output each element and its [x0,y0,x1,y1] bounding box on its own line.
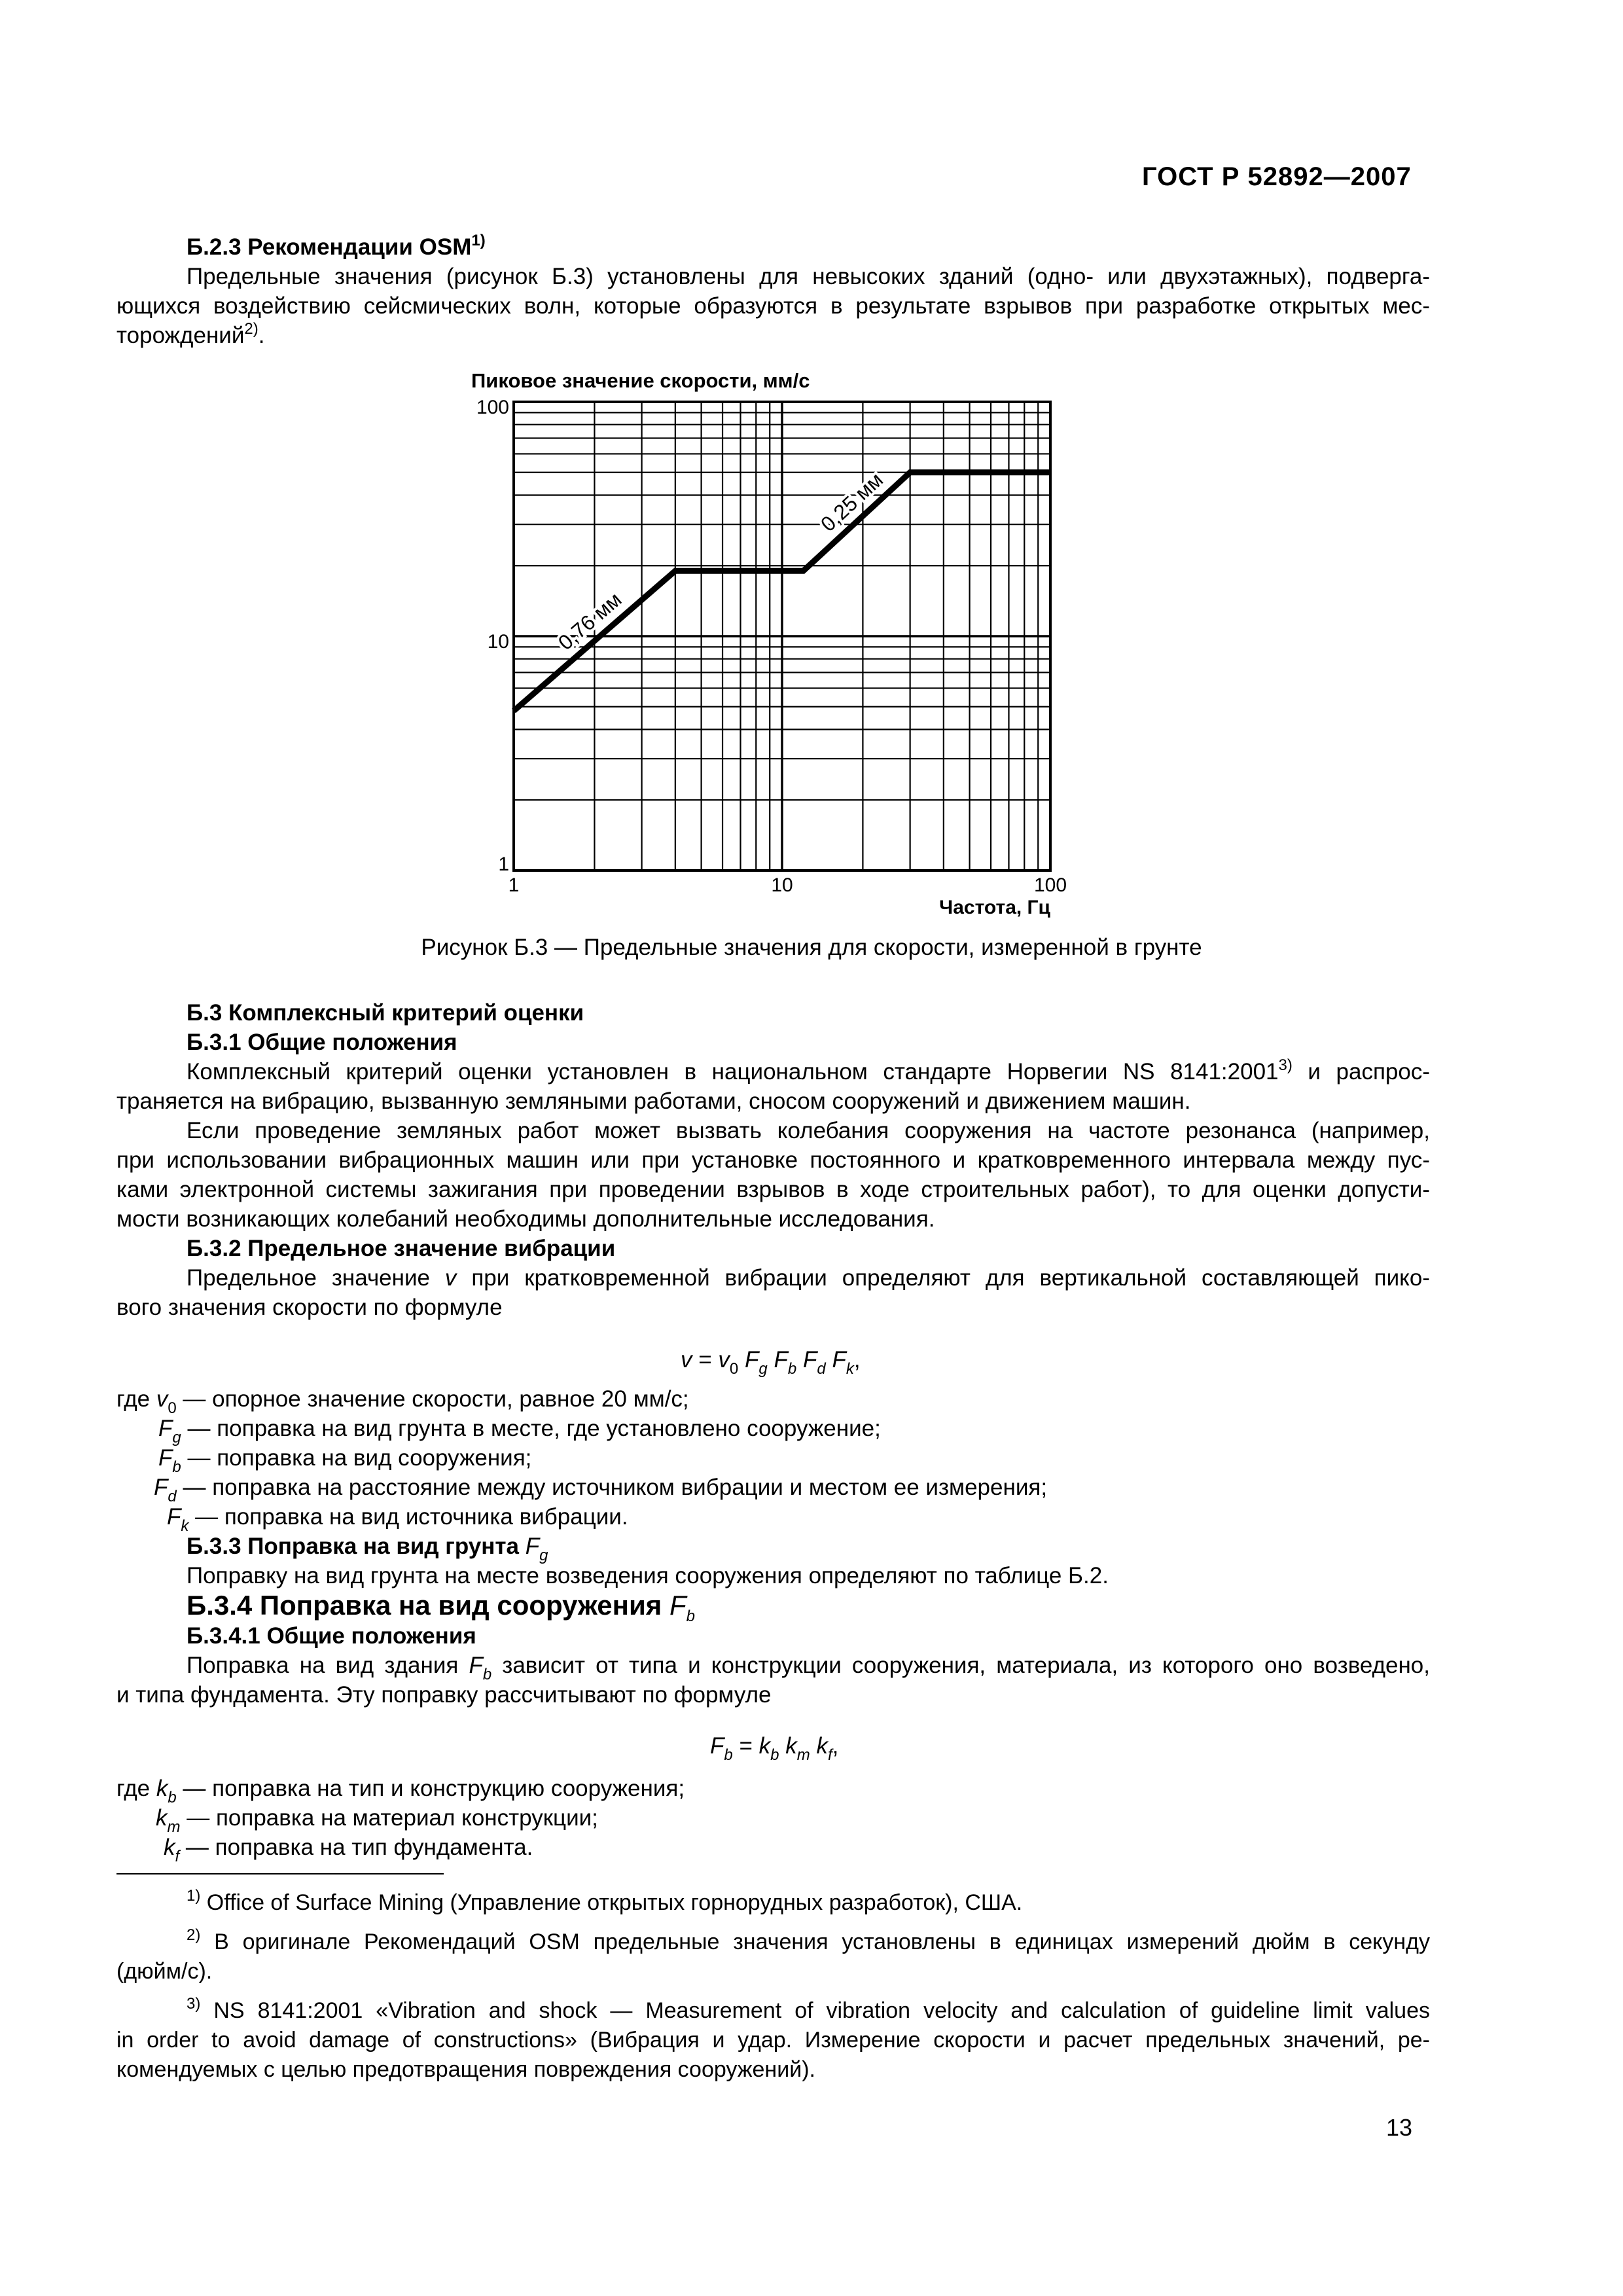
def-kf-sub: f [175,1848,180,1865]
def-fk-sub: k [181,1517,189,1535]
section-b341-symbol-sub: b [482,1666,492,1683]
definition-fd [154,1473,1048,1505]
footnote-ref-3: 3) [1278,1056,1293,1074]
symbol-v: v [444,1265,457,1291]
section-b23-heading-text: Б.2.3 Рекомендации OSM [187,234,472,260]
section-b31-text-line-1-end: и распрос- [1292,1059,1431,1085]
footnote-2-text: В оригинале Рекомендаций OSM предельные значения установлены в единицах измерений дюйм в секунду [200,1929,1430,1954]
def-fk-text: — поправка на вид источника вибрации. [188,1504,628,1530]
formula2-kf: k [816,1733,828,1759]
section-b23-text-line-2: ющихся воздействию сейсмических волн, которые образуются в результате взрывов при разработке открытых мес- [116,293,1430,319]
formula2-kb: k [758,1733,771,1759]
formula-v-lhs: v [681,1347,692,1372]
chart-y-ticks [476,397,509,875]
formula-fk: F [832,1347,846,1372]
section-b31-text-line-2: траняется на вибрацию, вызванную земляными работами, сносом сооружений и движением машин. [116,1088,1191,1114]
page-number: 13 [1386,2114,1413,2141]
formula2-fb-sub: b [724,1746,733,1764]
section-b23-text-line-3-end: . [258,323,265,348]
footnote-2-line-1 [187,1928,1430,1957]
def-kb-text: — поправка на тип и конструкцию сооружения; [176,1776,685,1801]
formula-fb [710,1731,839,1764]
section-b34-symbol: F [669,1590,687,1621]
section-b32-text-1a: Предельное значение [187,1265,445,1291]
section-b3-heading: Б.3 Комплексный критерий оценки [187,1000,584,1026]
section-b33-heading [187,1532,548,1564]
def-v0-sub: 0 [168,1399,177,1417]
formula-fd-sub: d [817,1360,826,1378]
y-tick-label-10: 10 [487,631,509,653]
section-b33-text: Поправку на вид грунта на месте возведения сооружения определяют по таблице Б.2. [187,1563,1109,1588]
section-b341-heading: Б.3.4.1 Общие положения [187,1623,476,1649]
def-fg-sub: g [172,1429,181,1446]
section-b23-text-line-3 [116,321,264,350]
formula2-km-sub: m [796,1746,810,1764]
formula-fk-sub: k [846,1360,854,1378]
figure-b3-chart [458,360,1099,923]
def-fd-text: — поправка на расстояние между источником вибрации и местом ее измерения; [176,1475,1048,1500]
formula2-kb-sub: b [770,1746,779,1764]
section-b341-text-line-2: и типа фундамента. Эту поправку рассчитывают по формуле [116,1682,772,1708]
section-b31-text-p2-line-3: ками электронной системы зажигания при проведении взрывов в ходе строительных работ), то для оценки допусти- [116,1177,1430,1202]
y-tick-label-100: 100 [476,397,509,418]
section-b31-text-line-1 [187,1057,1430,1086]
def-km-text: — поправка на материал конструкции; [180,1805,598,1831]
section-b31-heading: Б.3.1 Общие положения [187,1030,457,1055]
section-b31-text-p2-line-1: Если проведение земляных работ может вызвать колебания сооружения на частоте резонанса (например, [187,1118,1430,1143]
def-kf-text: — поправка на тип фундамента. [179,1835,533,1860]
footnote-3-line-3: комендуемых с целью предотвращения повреждения сооружений). [116,2057,815,2082]
formula2-end: , [832,1733,839,1759]
def-fk-symbol: F [167,1504,181,1530]
x-tick-label-1: 1 [508,874,520,896]
formula2-eq: = [732,1733,759,1759]
formula-fg: F [744,1347,759,1372]
def-fb-sub: b [172,1458,181,1476]
def-km-symbol: k [156,1805,168,1831]
formula2-kf-sub: f [827,1746,832,1764]
def-km-sub: m [167,1818,181,1836]
x-tick-label-100: 100 [1033,874,1067,896]
x-tick-label-10: 10 [771,874,793,896]
formula-v-eq: = [692,1347,719,1372]
def-v0-symbol: v [156,1386,168,1412]
footnote-3-marker: 3) [187,1995,201,2013]
def-kf-symbol: k [164,1835,175,1860]
footnote-2-marker: 2) [187,1926,201,1944]
section-b341-text-line-1 [187,1651,1430,1683]
section-b33-symbol-sub: g [539,1547,548,1564]
formula2-km: k [785,1733,797,1759]
def-fd-symbol: F [154,1475,168,1500]
section-b34-heading [187,1589,695,1625]
definition-fb [158,1443,532,1476]
formula-v [681,1345,861,1378]
footnote-1-marker: 1) [187,1887,201,1905]
definition-fk [167,1502,628,1535]
footnote-ref-2: 2) [244,320,259,338]
section-b32-text-line-1 [187,1263,1430,1293]
section-b32-text-1b: при кратковременной вибрации определяют для вертикальной составляющей пико- [456,1265,1430,1291]
section-b31-text-line-1-text: Комплексный критерий оценки установлен в национальном стандарте Норвегии NS 8141:2001 [187,1059,1279,1085]
definition-km [156,1803,598,1836]
formula-fg-sub: g [758,1360,768,1378]
section-b33-symbol: F [525,1534,540,1559]
section-b23-text-line-1: Предельные значения (рисунок Б.3) установлены для невысоких зданий (одно- или двухэтажных), подверга- [187,264,1430,289]
footnote-3-line-1 [187,1996,1430,2026]
definition-kb [116,1774,685,1806]
def-fd-sub: d [168,1488,177,1505]
footnote-ref-1: 1) [471,232,486,249]
formula2-fb: F [710,1733,724,1759]
formula-fb: F [774,1347,788,1372]
footnote-separator [116,1873,444,1874]
section-b32-heading: Б.3.2 Предельное значение вибрации [187,1236,616,1261]
formula-v-end: , [853,1347,861,1372]
def-fb-symbol: F [158,1445,173,1471]
section-b33-heading-text: Б.3.3 Поправка на вид грунта [187,1534,526,1559]
section-b31-text-p2-line-2: при использовании вибрационных машин или при установке постоянного и кратковременного интервала между пус- [116,1147,1430,1173]
section-b23-heading [187,232,486,262]
section-b31-text-p2-line-4: мости возникающих колебаний необходимы дополнительные исследования. [116,1206,935,1232]
section-b34-symbol-sub: b [686,1607,695,1625]
footnote-2-line-2: (дюйм/с). [116,1959,213,1984]
definition-kf [164,1833,533,1865]
definition-fg [158,1414,881,1446]
document-code: ГОСТ Р 52892—2007 [1142,162,1412,191]
where-word-2: где [116,1776,156,1801]
def-fb-text: — поправка на вид сооружения; [181,1445,532,1471]
figure-caption: Рисунок Б.3 — Предельные значения для скорости, измеренной в грунте [421,935,1202,960]
def-fg-symbol: F [158,1416,173,1441]
footnote-3-line-2: in order to avoid damage of constructions» (Вибрация и удар. Измерение скорости и расчет предельных значений, ре- [116,2028,1430,2053]
def-kb-sub: b [168,1789,177,1806]
y-tick-label-1: 1 [498,853,509,875]
section-b341-text-1b: зависит от типа и конструкции сооружения, материала, из которого оно возведено, [491,1653,1430,1678]
footnote-3-text: NS 8141:2001 «Vibration and shock — Measurement of vibration velocity and calculation of guideline limit values [200,1998,1430,2023]
line-label-0-76mm: 0,76 мм [553,587,626,655]
section-b23-text-line-3-text: торождений [116,323,245,348]
formula-v0: v [718,1347,730,1372]
formula-fd: F [802,1347,817,1372]
definition-v0 [116,1384,689,1417]
section-b34-heading-text: Б.3.4 Поправка на вид сооружения [187,1590,669,1621]
def-kb-symbol: k [156,1776,168,1801]
section-b341-symbol: F [469,1653,483,1678]
line-label-0-25mm: 0,25 мм [816,467,888,537]
formula-v0-sub: 0 [729,1360,739,1378]
def-v0-text: — опорное значение скорости, равное 20 мм/с; [176,1386,689,1412]
footnote-1 [187,1888,1022,1918]
footnote-1-text: Office of Surface Mining (Управление открытых горнорудных разработок), США. [200,1890,1023,1915]
where-word: где [116,1386,156,1412]
chart-xlabel: Частота, Гц [939,897,1050,918]
section-b32-text-line-2: вого значения скорости по формуле [116,1295,503,1320]
section-b341-text-1a: Поправка на вид здания [187,1653,469,1678]
chart-x-ticks [508,874,1067,896]
formula-fb-sub: b [787,1360,797,1378]
chart-ylabel: Пиковое значение скорости, мм/с [471,369,810,392]
def-fg-text: — поправка на вид грунта в месте, где установлено сооружение; [181,1416,881,1441]
